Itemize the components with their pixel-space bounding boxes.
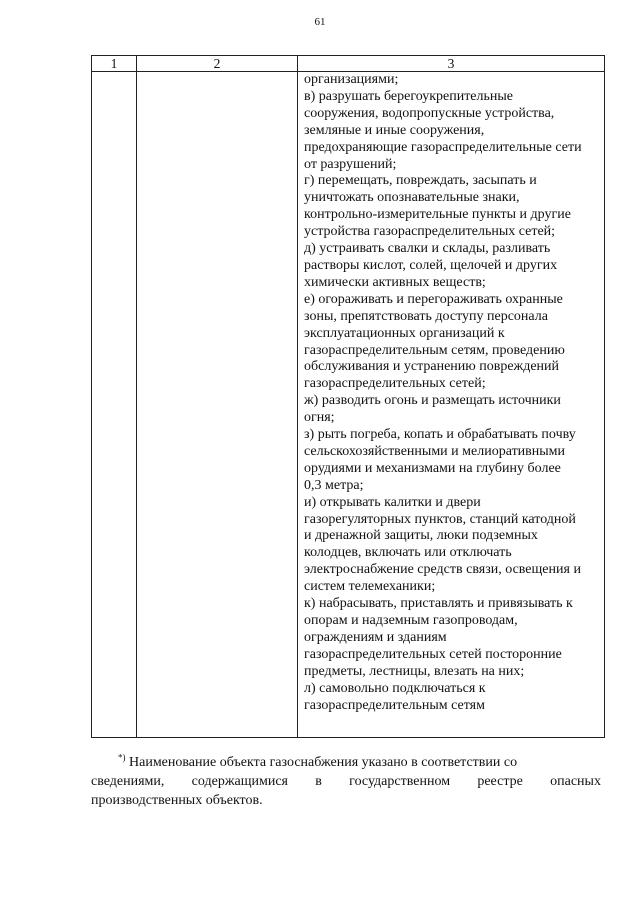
- prohibition-text-line: эксплуатационных организаций к: [304, 325, 505, 341]
- prohibition-text-line: сооружения, водопропускные устройства,: [304, 105, 555, 121]
- prohibition-text-line: растворы кислот, солей, щелочей и других: [304, 257, 558, 273]
- footnote-word: реестре: [477, 774, 523, 789]
- prohibition-text-line: е) огораживать и перегораживать охранные: [304, 291, 563, 307]
- prohibition-text-line: систем телемеханики;: [304, 579, 436, 595]
- prohibition-text-line: газораспределительных сетей;: [304, 376, 486, 392]
- document-table: [91, 55, 605, 738]
- table-cell-column-3: [298, 72, 605, 738]
- prohibition-text-line: химически активных веществ;: [304, 274, 486, 290]
- prohibition-text-line: зоны, препятствовать доступу персонала: [304, 308, 548, 324]
- prohibition-text-line: газораспределительных сетей посторонние: [304, 646, 562, 662]
- prohibition-text-line: предохраняющие газораспределительные сети: [304, 139, 582, 155]
- footnote-line-2: [91, 772, 601, 791]
- footnote-word: государственном: [349, 774, 451, 789]
- prohibition-text-line: устройства газораспределительных сетей;: [304, 224, 556, 240]
- prohibition-text-line: уничтожать опознавательные знаки,: [304, 190, 520, 206]
- prohibition-text-line: опорам и надземным газопроводам,: [304, 613, 518, 628]
- column-header-3: 3: [298, 56, 605, 72]
- footnote: [91, 753, 601, 810]
- prohibition-text-line: орудиями и механизмами на глубину более: [304, 460, 561, 476]
- prohibition-text-line: контрольно-измерительные пункты и другие: [304, 207, 571, 223]
- page-number: 61: [314, 16, 326, 28]
- table-header-row: [92, 56, 605, 72]
- footnote-word: содержащимися: [191, 774, 288, 789]
- prohibition-text-line: и дренажной защиты, люки подземных: [304, 528, 538, 544]
- footnote-line-3: производственных объектов.: [91, 793, 263, 808]
- prohibition-text-line: в) разрушать берегоукрепительные: [304, 88, 514, 104]
- table-row: [92, 72, 605, 738]
- prohibition-text-line: предметы, лестницы, влезать на них;: [304, 663, 525, 679]
- footnote-word: в: [315, 774, 322, 789]
- footnote-text-1: Наименование объекта газоснабжения указано в соответствии со: [129, 755, 518, 770]
- prohibition-text-line: сельскохозяйственными и мелиоративными: [304, 443, 566, 459]
- prohibition-text-line: д) устраивать свалки и склады, разливать: [304, 241, 551, 257]
- prohibition-text-line: к) набрасывать, приставлять и привязывать к: [304, 596, 573, 612]
- footnote-line-1: [91, 753, 601, 772]
- prohibition-text-line: обслуживания и устранению повреждений: [304, 359, 560, 375]
- prohibition-text-line: ограждениям и зданиям: [304, 629, 447, 645]
- prohibition-text-line: организациями;: [304, 72, 399, 87]
- table-cell-column-2: [137, 72, 298, 738]
- prohibition-text-line: з) рыть погреба, копать и обрабатывать почву: [304, 427, 576, 443]
- prohibition-text-line: огня;: [304, 410, 335, 426]
- prohibition-text-line: л) самовольно подключаться к: [304, 680, 486, 696]
- footnote-word: сведениями,: [91, 774, 165, 789]
- prohibition-text-line: г) перемещать, повреждать, засыпать и: [304, 173, 537, 189]
- prohibition-text-line: от разрушений;: [304, 156, 397, 172]
- prohibition-text-line: и) открывать калитки и двери: [304, 494, 481, 510]
- prohibitions-text: [298, 72, 604, 714]
- prohibition-text-line: колодцев, включать или отключать: [304, 545, 512, 561]
- prohibition-text-line: земляные и иные сооружения,: [304, 122, 485, 138]
- prohibition-text-line: электроснабжение средств связи, освещения и: [304, 562, 581, 578]
- table-cell-column-1: [92, 72, 137, 738]
- prohibition-text-line: газораспределительным сетям, проведению: [304, 342, 565, 358]
- prohibition-text-line: 0,3 метра;: [304, 477, 364, 493]
- prohibition-text-line: газораспределительным сетям: [304, 697, 485, 713]
- prohibition-text-line: ж) разводить огонь и размещать источники: [304, 393, 561, 409]
- prohibition-text-line: газорегуляторных пунктов, станций катодной: [304, 511, 576, 527]
- footnote-word: опасных: [550, 774, 601, 789]
- column-header-2: 2: [137, 56, 298, 72]
- column-header-1: 1: [92, 56, 137, 72]
- footnote-marker: *): [118, 752, 126, 763]
